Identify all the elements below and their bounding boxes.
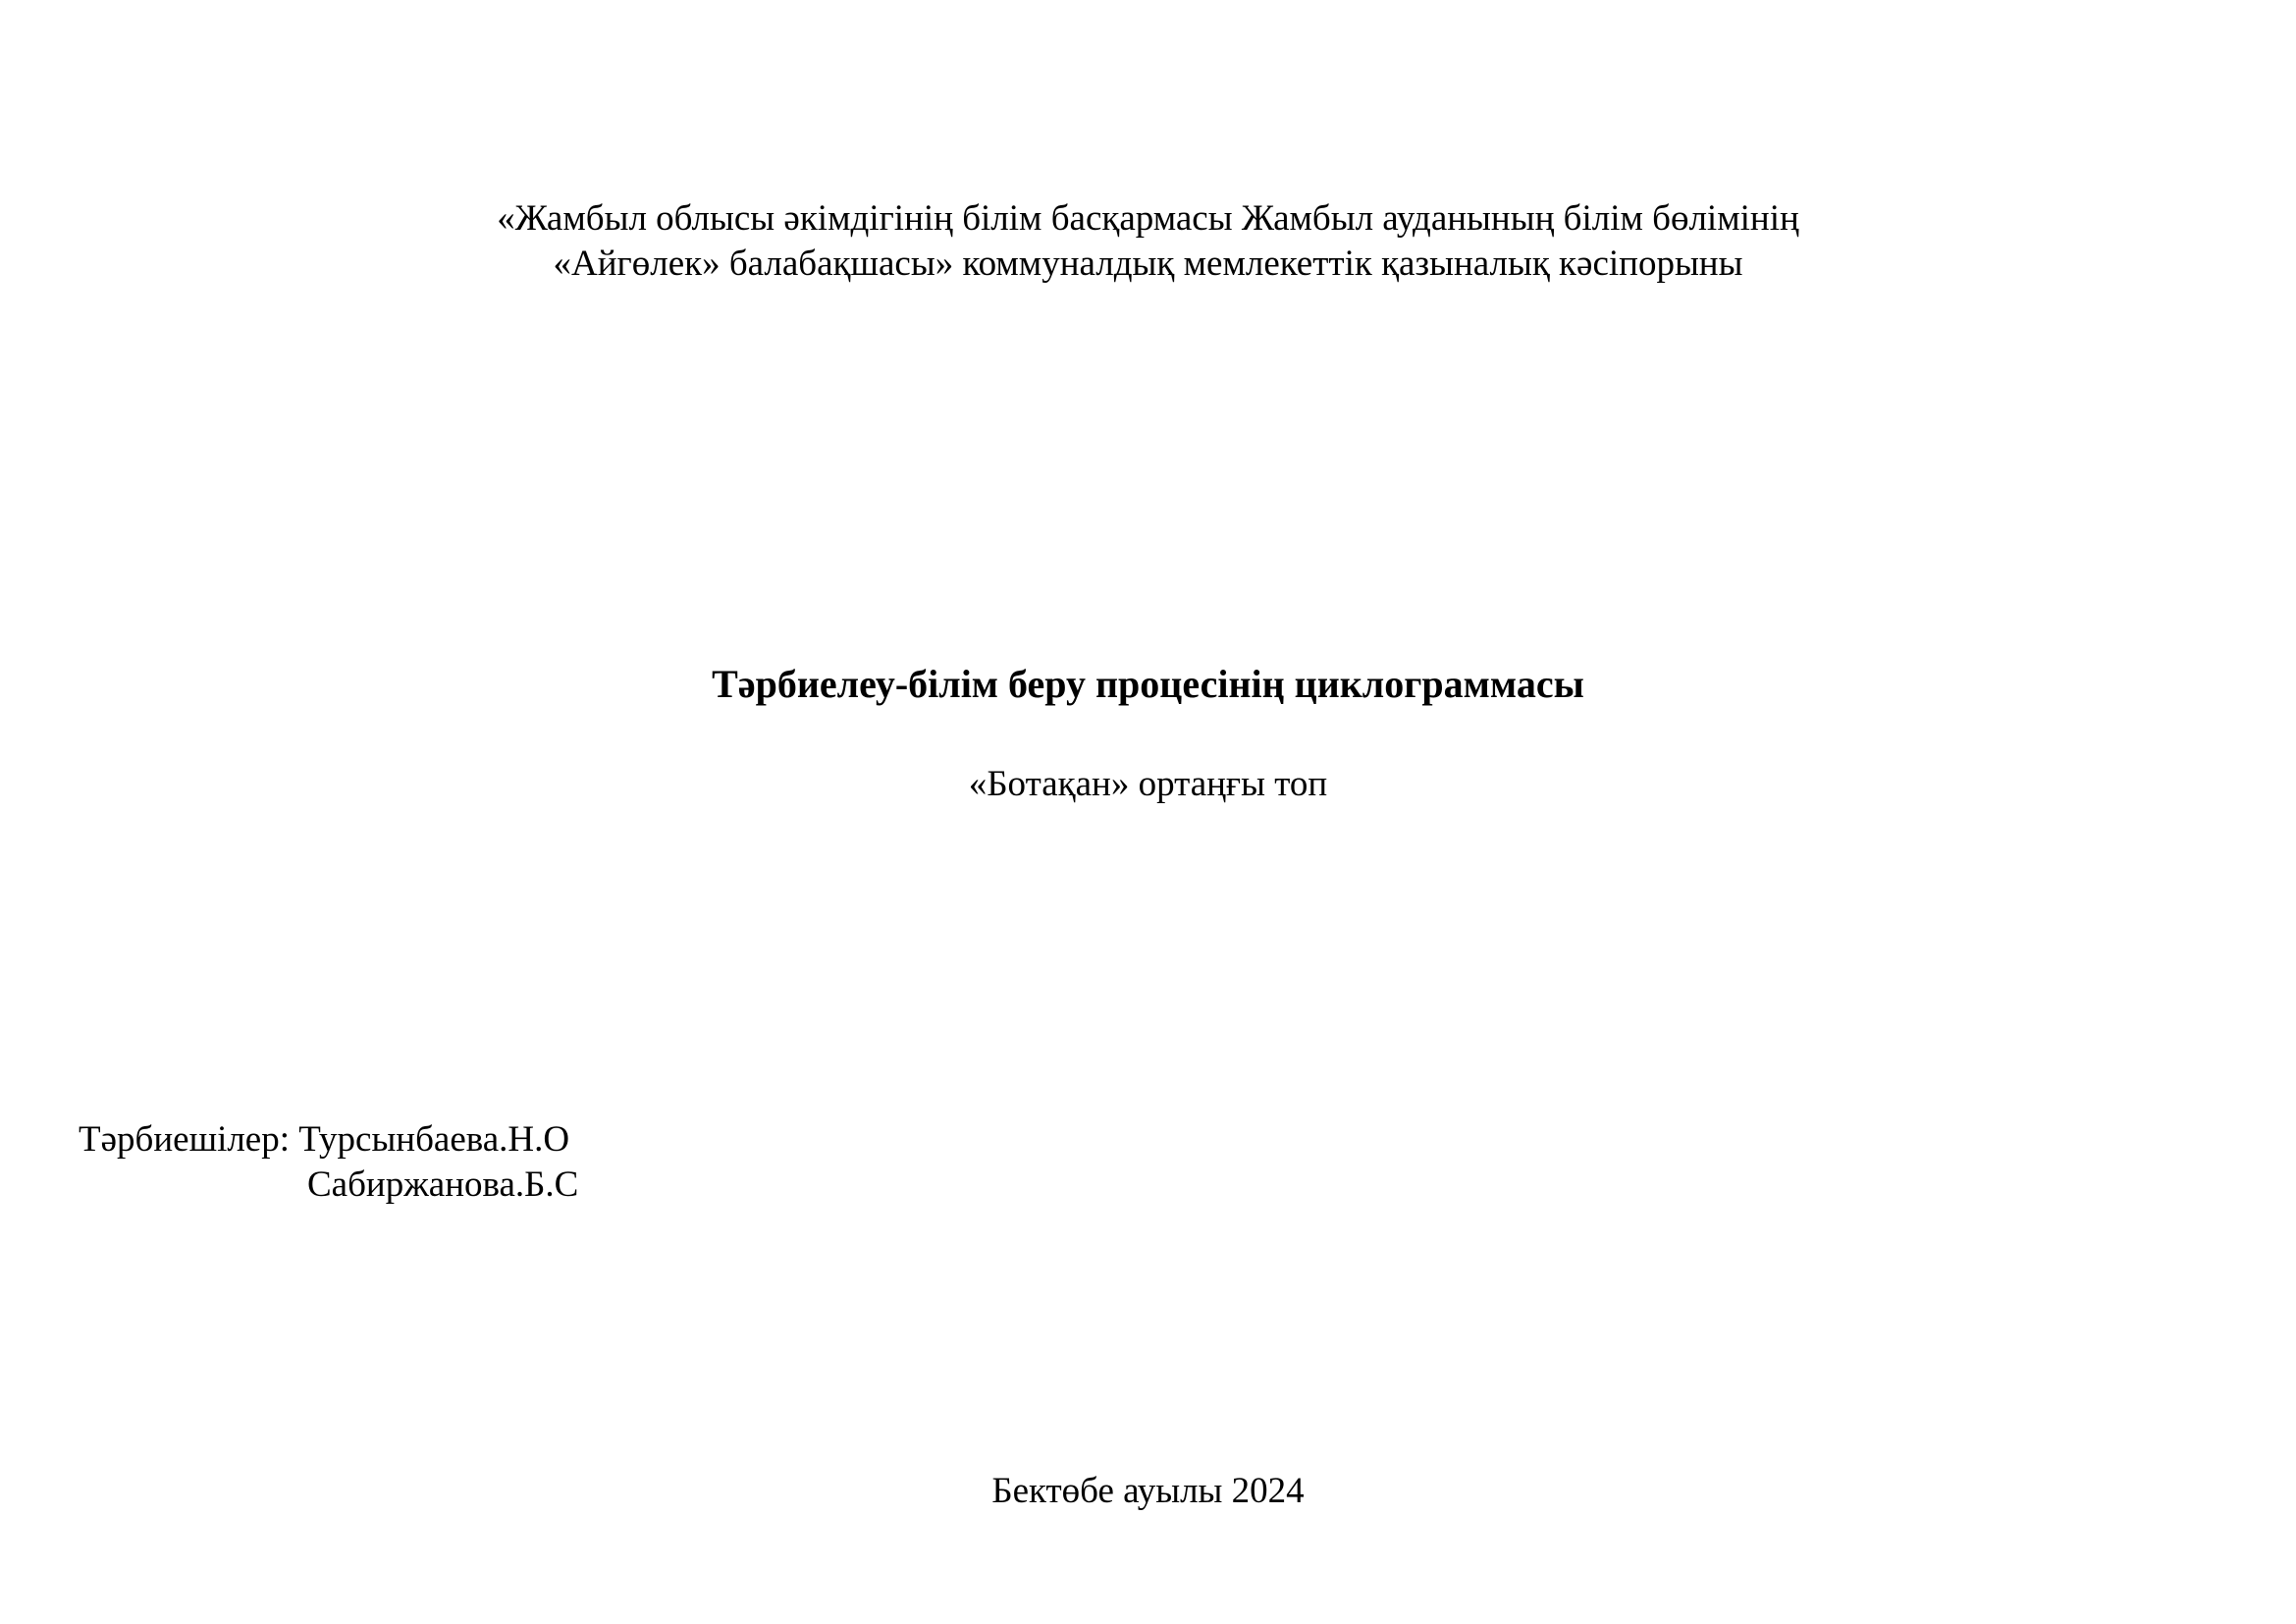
- document-title: Тәрбиелеу-білім беру процесінің циклограммасы: [712, 662, 1584, 706]
- teacher-name-1: Турсынбаева.Н.О: [298, 1119, 570, 1160]
- teachers-row-1: [79, 1117, 578, 1163]
- teachers-row-2: [79, 1163, 578, 1208]
- place-and-year: Бектөбе ауылы 2024: [991, 1471, 1305, 1511]
- group-name: «Ботақан» ортаңғы топ: [968, 764, 1328, 804]
- organization-line-1: «Жамбыл облысы әкімдігінің білім басқармасы Жамбыл ауданының білім бөлімінің: [497, 198, 1799, 239]
- organization-header: [0, 196, 2296, 287]
- teachers-block: [79, 1117, 578, 1208]
- teachers-label: Тәрбиешілер:: [79, 1119, 291, 1160]
- teacher-name-2: Сабиржанова.Б.С: [307, 1164, 579, 1205]
- organization-line-2: «Айгөлек» балабақшасы» коммуналдық мемлекеттік қазыналық кәсіпорыны: [553, 244, 1743, 284]
